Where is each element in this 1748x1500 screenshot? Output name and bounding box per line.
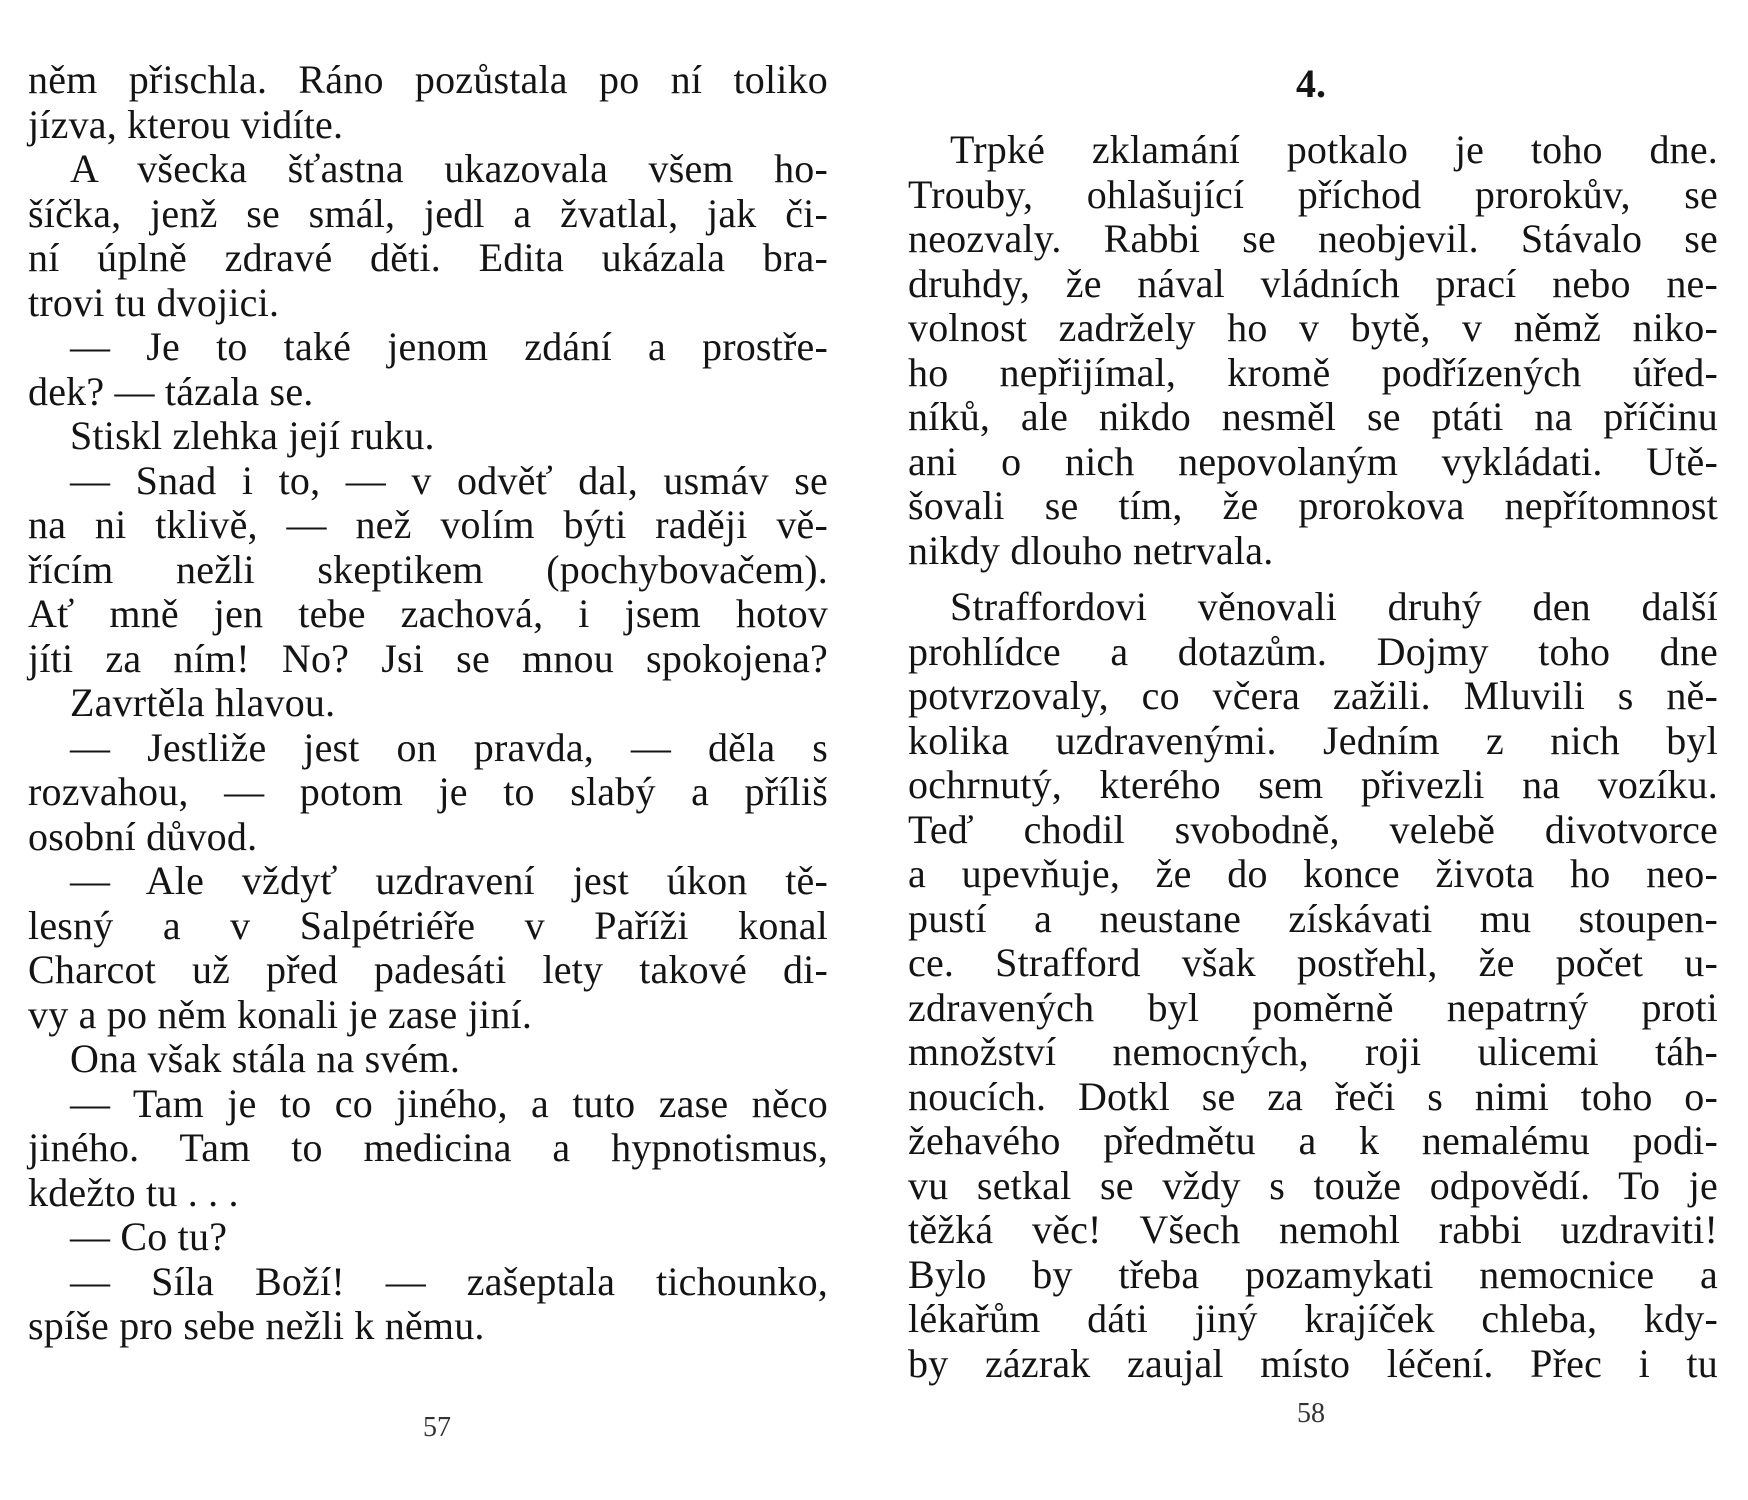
text-line: jízva, kterou vidíte. xyxy=(28,101,344,147)
text-line: těžká věc! Všech nemohl rabbi uzdraviti! xyxy=(908,1207,1718,1252)
text-line: a upevňuje, že do konce života ho neo- xyxy=(908,851,1718,896)
page-number: 57 xyxy=(423,1412,451,1443)
text-line: dek? — tázala se. xyxy=(28,368,314,414)
chapter-number: 4. xyxy=(1296,61,1326,106)
text-line: kdežto tu . . . xyxy=(28,1169,239,1215)
text-line: — Ale vždyť uzdravení jest úkon tě- xyxy=(70,858,828,903)
text-line: množství nemocných, roji ulicemi táh- xyxy=(908,1029,1718,1074)
text-line: Teď chodil svobodně, velebě divotvorce xyxy=(908,806,1718,852)
text-line: noucích. Dotkl se za řeči s nimi toho o- xyxy=(908,1073,1718,1119)
text-line: Ona však stála na svém. xyxy=(70,1036,461,1081)
text-line: jíti za ním! No? Jsi se mnou spokojena? xyxy=(28,635,828,681)
text-line: neozvaly. Rabbi se neobjevil. Stávalo se xyxy=(908,216,1718,261)
text-line: řícím nežli skeptikem (pochybovačem). xyxy=(28,546,828,592)
text-line: Zavrtěla hlavou. xyxy=(70,680,336,725)
text-line: rozvahou, — potom je to slabý a příliš xyxy=(28,769,828,814)
text-line: na ni tklivě, — než volím býti raději vě- xyxy=(28,502,828,547)
text-line: šovali se tím, že prorokova nepřítomnost xyxy=(908,483,1718,528)
text-line: Straffordovi věnovali druhý den další xyxy=(950,584,1718,629)
text-line: spíše pro sebe nežli k němu. xyxy=(28,1303,485,1348)
text-line: vu setkal se vždy s touže odpovědí. To je xyxy=(908,1162,1718,1208)
text-line: ani o nich nepovolaným vykládati. Utě- xyxy=(908,438,1718,484)
text-line: — Je to také jenom zdání a prostře- xyxy=(70,324,828,369)
text-line: níků, ale nikdo nesměl se ptáti na příčinu xyxy=(908,394,1718,439)
right-page-text xyxy=(908,128,1718,1386)
text-line: ce. Strafford však postřehl, že počet u- xyxy=(908,940,1718,985)
text-line: šíčka, jenž se smál, jedl a žvatlal, jak či- xyxy=(28,190,828,236)
left-page-text xyxy=(28,58,828,1349)
text-line: nikdy dlouho netrvala. xyxy=(908,527,1274,573)
text-line: žehavého předmětu a k nemalému podi- xyxy=(908,1118,1718,1163)
text-line: trovi tu dvojici. xyxy=(28,279,280,325)
page-number: 58 xyxy=(1297,1398,1325,1429)
text-line: zdravených byl poměrně nepatrný proti xyxy=(908,984,1718,1030)
text-line: prohlídce a dotazům. Dojmy toho dne xyxy=(908,628,1718,674)
text-line: potvrzovaly, co včera zažili. Mluvili s ně- xyxy=(908,673,1718,718)
text-line: Ať mně jen tebe zachová, i jsem hotov xyxy=(28,591,828,636)
text-line: — Tam je to co jiného, a tuto zase něco xyxy=(70,1080,828,1126)
text-line: osobní důvod. xyxy=(28,813,258,859)
text-line: volnost zadržely ho v bytě, v němž niko- xyxy=(908,305,1718,350)
text-line: jiného. Tam to medicina a hypnotismus, xyxy=(28,1125,828,1170)
text-line: — Jestliže jest on pravda, — děla s xyxy=(70,724,828,770)
text-line: pustí a neustane získávati mu stoupen- xyxy=(908,895,1718,941)
text-line: — Co tu? xyxy=(70,1214,228,1259)
text-line: Charcot už před padesáti lety takové di- xyxy=(28,947,828,992)
text-line: Bylo by třeba pozamykati nemocnice a xyxy=(908,1251,1718,1297)
right-page xyxy=(874,0,1748,1500)
text-line: ochrnutý, kterého sem přivezli na vozíku. xyxy=(908,762,1718,807)
text-line: lékařům dáti jiný krajíček chleba, kdy- xyxy=(908,1296,1718,1341)
text-line: něm přischla. Ráno pozůstala po ní toliko xyxy=(28,57,828,102)
text-line: Stiskl zlehka její ruku. xyxy=(70,413,435,458)
text-line: ní úplně zdravé děti. Edita ukázala bra- xyxy=(28,235,828,280)
text-line: — Snad i to, — v odvěť dal, usmáv se xyxy=(70,457,828,503)
text-line: Trouby, ohlašující příchod prorokův, se xyxy=(908,171,1718,217)
text-line: druhdy, že nával vládních prací nebo ne- xyxy=(908,260,1718,306)
text-line: Trpké zklamání potkalo je toho dne. xyxy=(950,127,1718,172)
text-line: vy a po něm konali je zase jiní. xyxy=(28,991,533,1037)
text-line: ho nepřijímal, kromě podřízených úřed- xyxy=(908,349,1718,395)
text-line: A všecka šťastna ukazovala všem ho- xyxy=(70,146,828,191)
text-line: — Síla Boží! — zašeptala tichounko, xyxy=(70,1258,828,1304)
text-line: kolika uzdravenými. Jedním z nich byl xyxy=(908,717,1718,763)
text-line: lesný a v Salpétriéře v Paříži konal xyxy=(28,902,828,948)
text-line: by zázrak zaujal místo léčení. Přec i tu xyxy=(908,1340,1718,1386)
